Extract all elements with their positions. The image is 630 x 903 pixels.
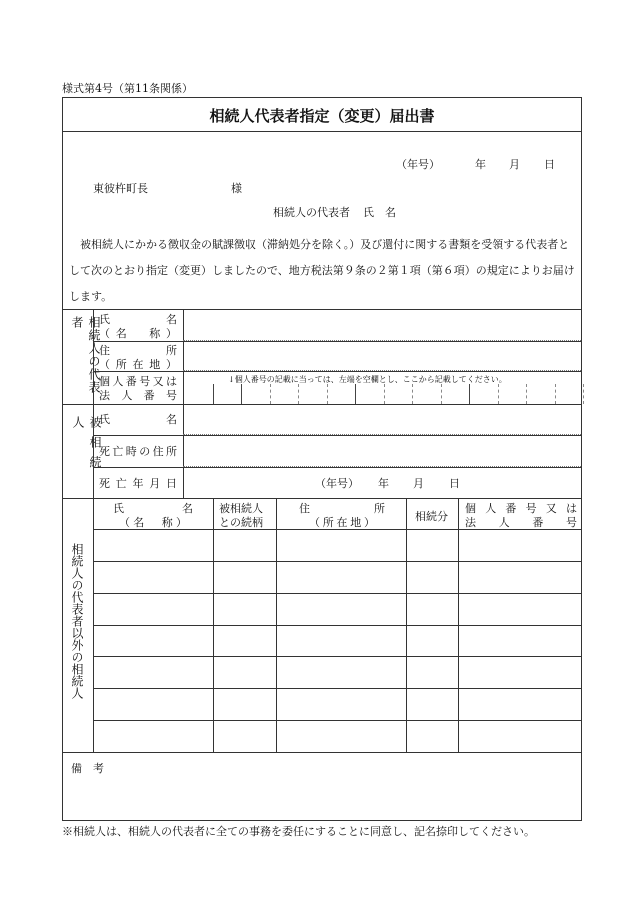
section-others-label: 相続人の代表者以外の相続人 — [70, 543, 84, 699]
id-box-divider — [583, 384, 584, 404]
id-box-divider — [526, 384, 527, 404]
hdr-id2: 法人番号 — [465, 516, 577, 529]
rep-addr-line2: （所在地） — [99, 358, 177, 371]
date-month: 月 — [509, 158, 520, 171]
divider — [63, 404, 581, 405]
remarks-label: 備 考 — [71, 762, 104, 775]
dec-name: 氏 名 — [99, 413, 177, 426]
id-box-divider — [384, 384, 385, 404]
dec-era: （年号） — [315, 477, 359, 490]
addressee-name: 東彼杵町長 — [93, 182, 148, 195]
hdr-rel1: 被相続人 — [219, 502, 263, 515]
section-rep-label: 相続人の代表者 — [70, 316, 101, 394]
dec-day: 日 — [449, 477, 460, 490]
table-row[interactable] — [93, 593, 581, 594]
footnote: ※相続人は、相続人の代表者に全ての事務を委任にすることに同意し、記名捺印してください。 — [62, 825, 535, 838]
divider — [63, 498, 581, 499]
id-box-divider — [469, 384, 470, 404]
dec-year: 年 — [378, 477, 389, 490]
form-frame — [62, 97, 582, 821]
representative-label: 相続人の代表者 — [273, 206, 350, 219]
table-row[interactable] — [93, 656, 581, 657]
divider — [63, 309, 581, 310]
id-box-divider — [270, 384, 271, 404]
id-box-divider — [555, 384, 556, 404]
id-box-divider — [327, 384, 328, 404]
id-notice: ↓個人番号の記載に当っては、左端を空欄とし、ここから記載してください。 — [228, 375, 507, 384]
id-box-divider — [498, 384, 499, 404]
dec-addr: 死亡時の住所 — [99, 445, 177, 458]
hdr-rel2: との続柄 — [219, 516, 263, 529]
body-text: 被相続人にかかる徴収金の賦課徴収（滞納処分を除く。）及び還付に関する書類を受領する代表者として次のとおり指定（変更）しましたので、地方税法第９条の２第１項（第６項）の規定によりお届けします。 — [69, 238, 575, 303]
form-title: 相続人代表者指定（変更）届出書 — [209, 107, 435, 125]
hdr-addr1: 住 所 — [299, 502, 385, 515]
date-day: 日 — [544, 158, 555, 171]
representative-name-label: 氏 名 — [363, 206, 396, 219]
hdr-addr2: （所在地） — [309, 516, 375, 529]
dec-death-date: 死亡年月日 — [99, 477, 177, 490]
id-box-divider — [213, 384, 214, 404]
divider — [63, 752, 581, 753]
rep-id-line1: 個人番号又は — [99, 375, 177, 388]
table-row[interactable] — [93, 529, 581, 530]
table-row[interactable] — [93, 561, 581, 562]
hdr-id1: 個人番号又は — [465, 502, 577, 515]
table-row[interactable] — [93, 625, 581, 626]
id-box-divider — [355, 384, 356, 404]
id-box-divider — [241, 384, 242, 404]
id-box-divider — [441, 384, 442, 404]
hdr-name2: （名 称） — [119, 516, 187, 529]
hdr-name1: 氏 名 — [113, 502, 193, 515]
form-number: 様式第4号（第11条関係） — [62, 82, 193, 95]
addressee-honorific: 様 — [231, 182, 242, 195]
hdr-share: 相続分 — [415, 510, 448, 523]
date-era: （年号） — [396, 158, 440, 171]
dec-month: 月 — [413, 477, 424, 490]
date-year: 年 — [475, 158, 486, 171]
rep-id-line2: 法人番号 — [99, 389, 177, 402]
rep-addr-line1: 住 所 — [99, 344, 177, 357]
table-row[interactable] — [93, 720, 581, 721]
id-box-divider — [412, 384, 413, 404]
section-dec-label: 被相続人 — [71, 416, 102, 476]
id-box-divider — [298, 384, 299, 404]
divider — [63, 131, 581, 132]
rep-name-line1: 氏 名 — [99, 313, 177, 326]
table-row[interactable] — [93, 688, 581, 689]
rep-name-line2: （名 称） — [99, 327, 177, 340]
